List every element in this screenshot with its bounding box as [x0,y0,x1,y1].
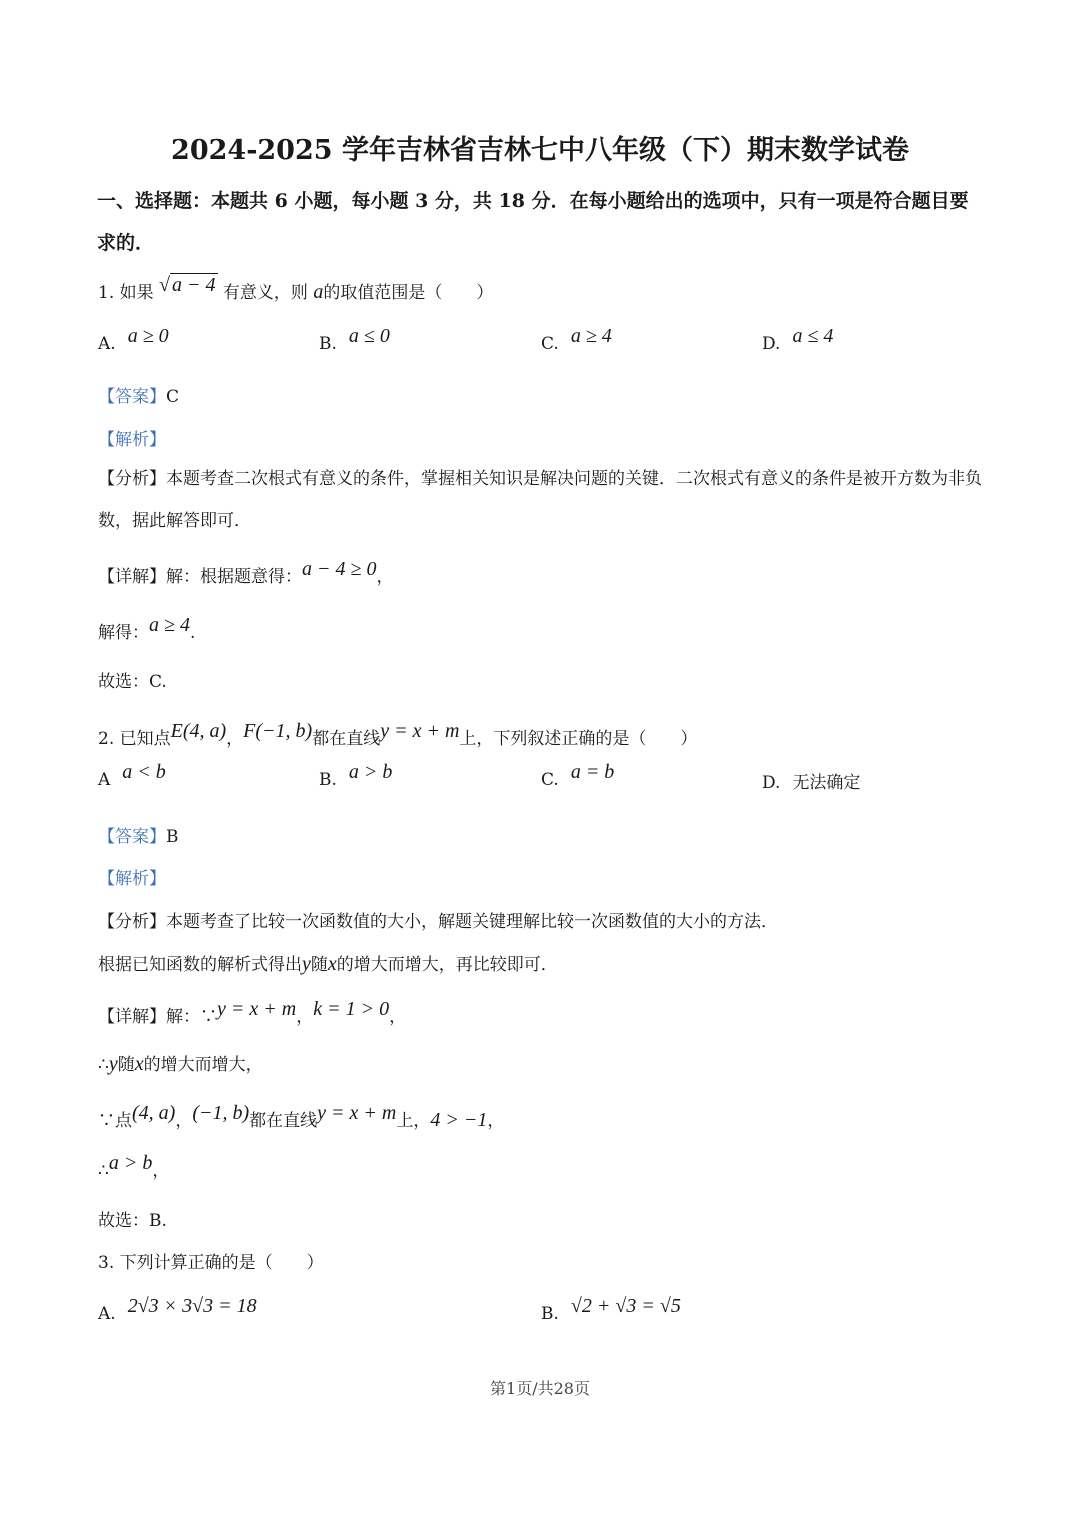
xiangjie-tag: 【详解】 [98,567,166,587]
question-2-text: 都在直线 [312,729,381,749]
q1-answer [98,382,179,407]
q1-analysis-tag: 【解析】 [98,430,166,450]
q2-fenxi-2 [98,950,558,976]
answer-tag: 【答案】 [98,827,166,847]
question-1-stem [98,274,494,304]
section-heading: 一、选择题：本题共 6 小题，每小题 3 分，共 18 分．在每小题给出的选项中，只有一项是符合题目要求的． [97,190,969,254]
fenxi-text: 随 [310,955,328,975]
option-value: a ≥ 4 [570,325,612,347]
q3-option-b [541,1295,681,1325]
question-2-tail: 上，下列叙述正确的是（ ） [459,729,698,749]
fenxi-tag: 【分析】 [98,912,166,932]
step-text: 随 [117,1055,135,1075]
q1-step-1 [98,558,394,588]
option-label: B. [541,1304,559,1324]
q2-option-b [319,761,393,791]
option-label: A. [98,334,116,354]
radicand: a − 4 [172,274,216,296]
option-label: C. [541,770,559,790]
step-math: a − 4 ≥ 0 [302,558,377,580]
separator: ， [296,1007,314,1027]
q1-choose: 故选：C. [98,672,167,692]
option-value: a > b [348,761,393,783]
q2-fenxi [98,907,778,932]
option-value: a = b [570,761,615,783]
therefore-sign: ∴ [98,1055,109,1075]
question-3-stem: 3. 下列计算正确的是（ ） [98,1253,324,1273]
q2-option-a [98,761,166,791]
step-text: 上， [396,1111,431,1131]
step-math: 4 > −1 [430,1109,488,1131]
step-text: 解：∵ [166,1007,217,1027]
step-math: a > b [108,1152,153,1174]
q2-option-c [541,761,615,791]
question-2-prefix: 2. 已知点 [98,729,171,749]
xiangjie-tag: 【详解】 [98,1007,166,1027]
option-label: A [98,770,111,790]
step-math: y = x + m [217,998,297,1020]
variable-x: x [327,953,337,975]
step-math: a ≥ 4 [149,614,190,636]
line-equation: y = x + m [380,720,460,742]
q1-option-a [98,325,169,355]
step-punct: ， [389,1007,407,1027]
q1-option-d [762,325,834,355]
q2-analysis-tag: 【解析】 [98,869,166,889]
question-1-prefix: 1. 如果 [98,283,154,303]
option-value: a ≤ 0 [348,325,390,347]
option-value: a ≥ 0 [127,325,169,347]
question-2-stem [98,720,698,750]
question-1-tail: 的取值范围是（ ） [323,283,494,303]
q1-step-2 [98,614,196,644]
line-equation: y = x + m [317,1102,397,1124]
q2-choose: 故选：B. [98,1211,167,1231]
option-value: √2 + √3 = √5 [570,1295,681,1317]
q1-option-c [541,325,612,355]
fenxi-text: 本题考查二次根式有意义的条件，掌握相关知识是解决问题的关键．二次根式有意义的条件是被开方数为非负数，据此解答即可． [98,469,982,531]
point: (4, a) [132,1102,176,1124]
option-value: a < b [122,761,166,783]
step-punct: ， [487,1111,505,1131]
option-label: C. [541,334,559,354]
step-text: 的增大而增大， [143,1055,263,1075]
q2-answer [98,822,179,847]
step-text: 解得： [98,623,149,643]
variable-x: x [134,1053,144,1075]
q1-option-b [319,325,390,355]
option-label: B. [319,770,337,790]
step-math: k = 1 > 0 [313,998,390,1020]
question-1-text: 有意义，则 [222,283,308,303]
option-label: B. [319,334,337,354]
fenxi-text: 本题考查了比较一次函数值的大小，解题关键理解比较一次函数值的大小的方法． [166,912,778,932]
step-punct: . [189,623,196,643]
q2-step-1 [98,998,407,1028]
answer-value: B [166,827,179,847]
step-punct: ， [152,1161,170,1181]
fenxi-tag: 【分析】 [98,469,166,489]
step-text: 解：根据题意得： [166,567,302,587]
option-value: a ≤ 4 [792,325,834,347]
step-text: 都在直线 [249,1111,318,1131]
option-label: A. [98,1304,116,1324]
option-value: 无法确定 [792,773,861,793]
option-label: D. [762,773,781,793]
separator: ， [226,729,244,749]
variable-a: a [313,281,324,303]
separator: ， [175,1111,193,1131]
q2-step-3 [98,1102,505,1132]
step-text: ∵点 [98,1111,132,1131]
answer-value: C [166,387,180,407]
q2-step-4 [98,1152,170,1182]
q2-step-2 [98,1050,263,1076]
page-title: 2024-2025 学年吉林省吉林七中八年级（下）期末数学试卷 [171,135,909,166]
variable-y: y [108,1053,118,1075]
q1-fenxi [98,458,988,542]
point: (−1, b) [192,1102,250,1124]
point-f: F(−1, b) [243,720,313,742]
radical-expression: √ a − 4 [159,274,216,296]
q3-option-a [98,1295,257,1325]
option-label: D. [762,334,781,354]
therefore-sign: ∴ [98,1161,109,1181]
point-e: E(4, a) [170,720,227,742]
step-punct: ， [376,567,394,587]
fenxi-text: 根据已知函数的解析式得出 [98,955,302,975]
option-value: 2√3 × 3√3 = 18 [127,1295,257,1317]
fenxi-text: 的增大而增大，再比较即可． [336,955,558,975]
variable-y: y [302,953,311,975]
q2-option-d [762,768,860,793]
answer-tag: 【答案】 [98,387,166,407]
page-footer: 第1页/共28页 [490,1379,590,1398]
